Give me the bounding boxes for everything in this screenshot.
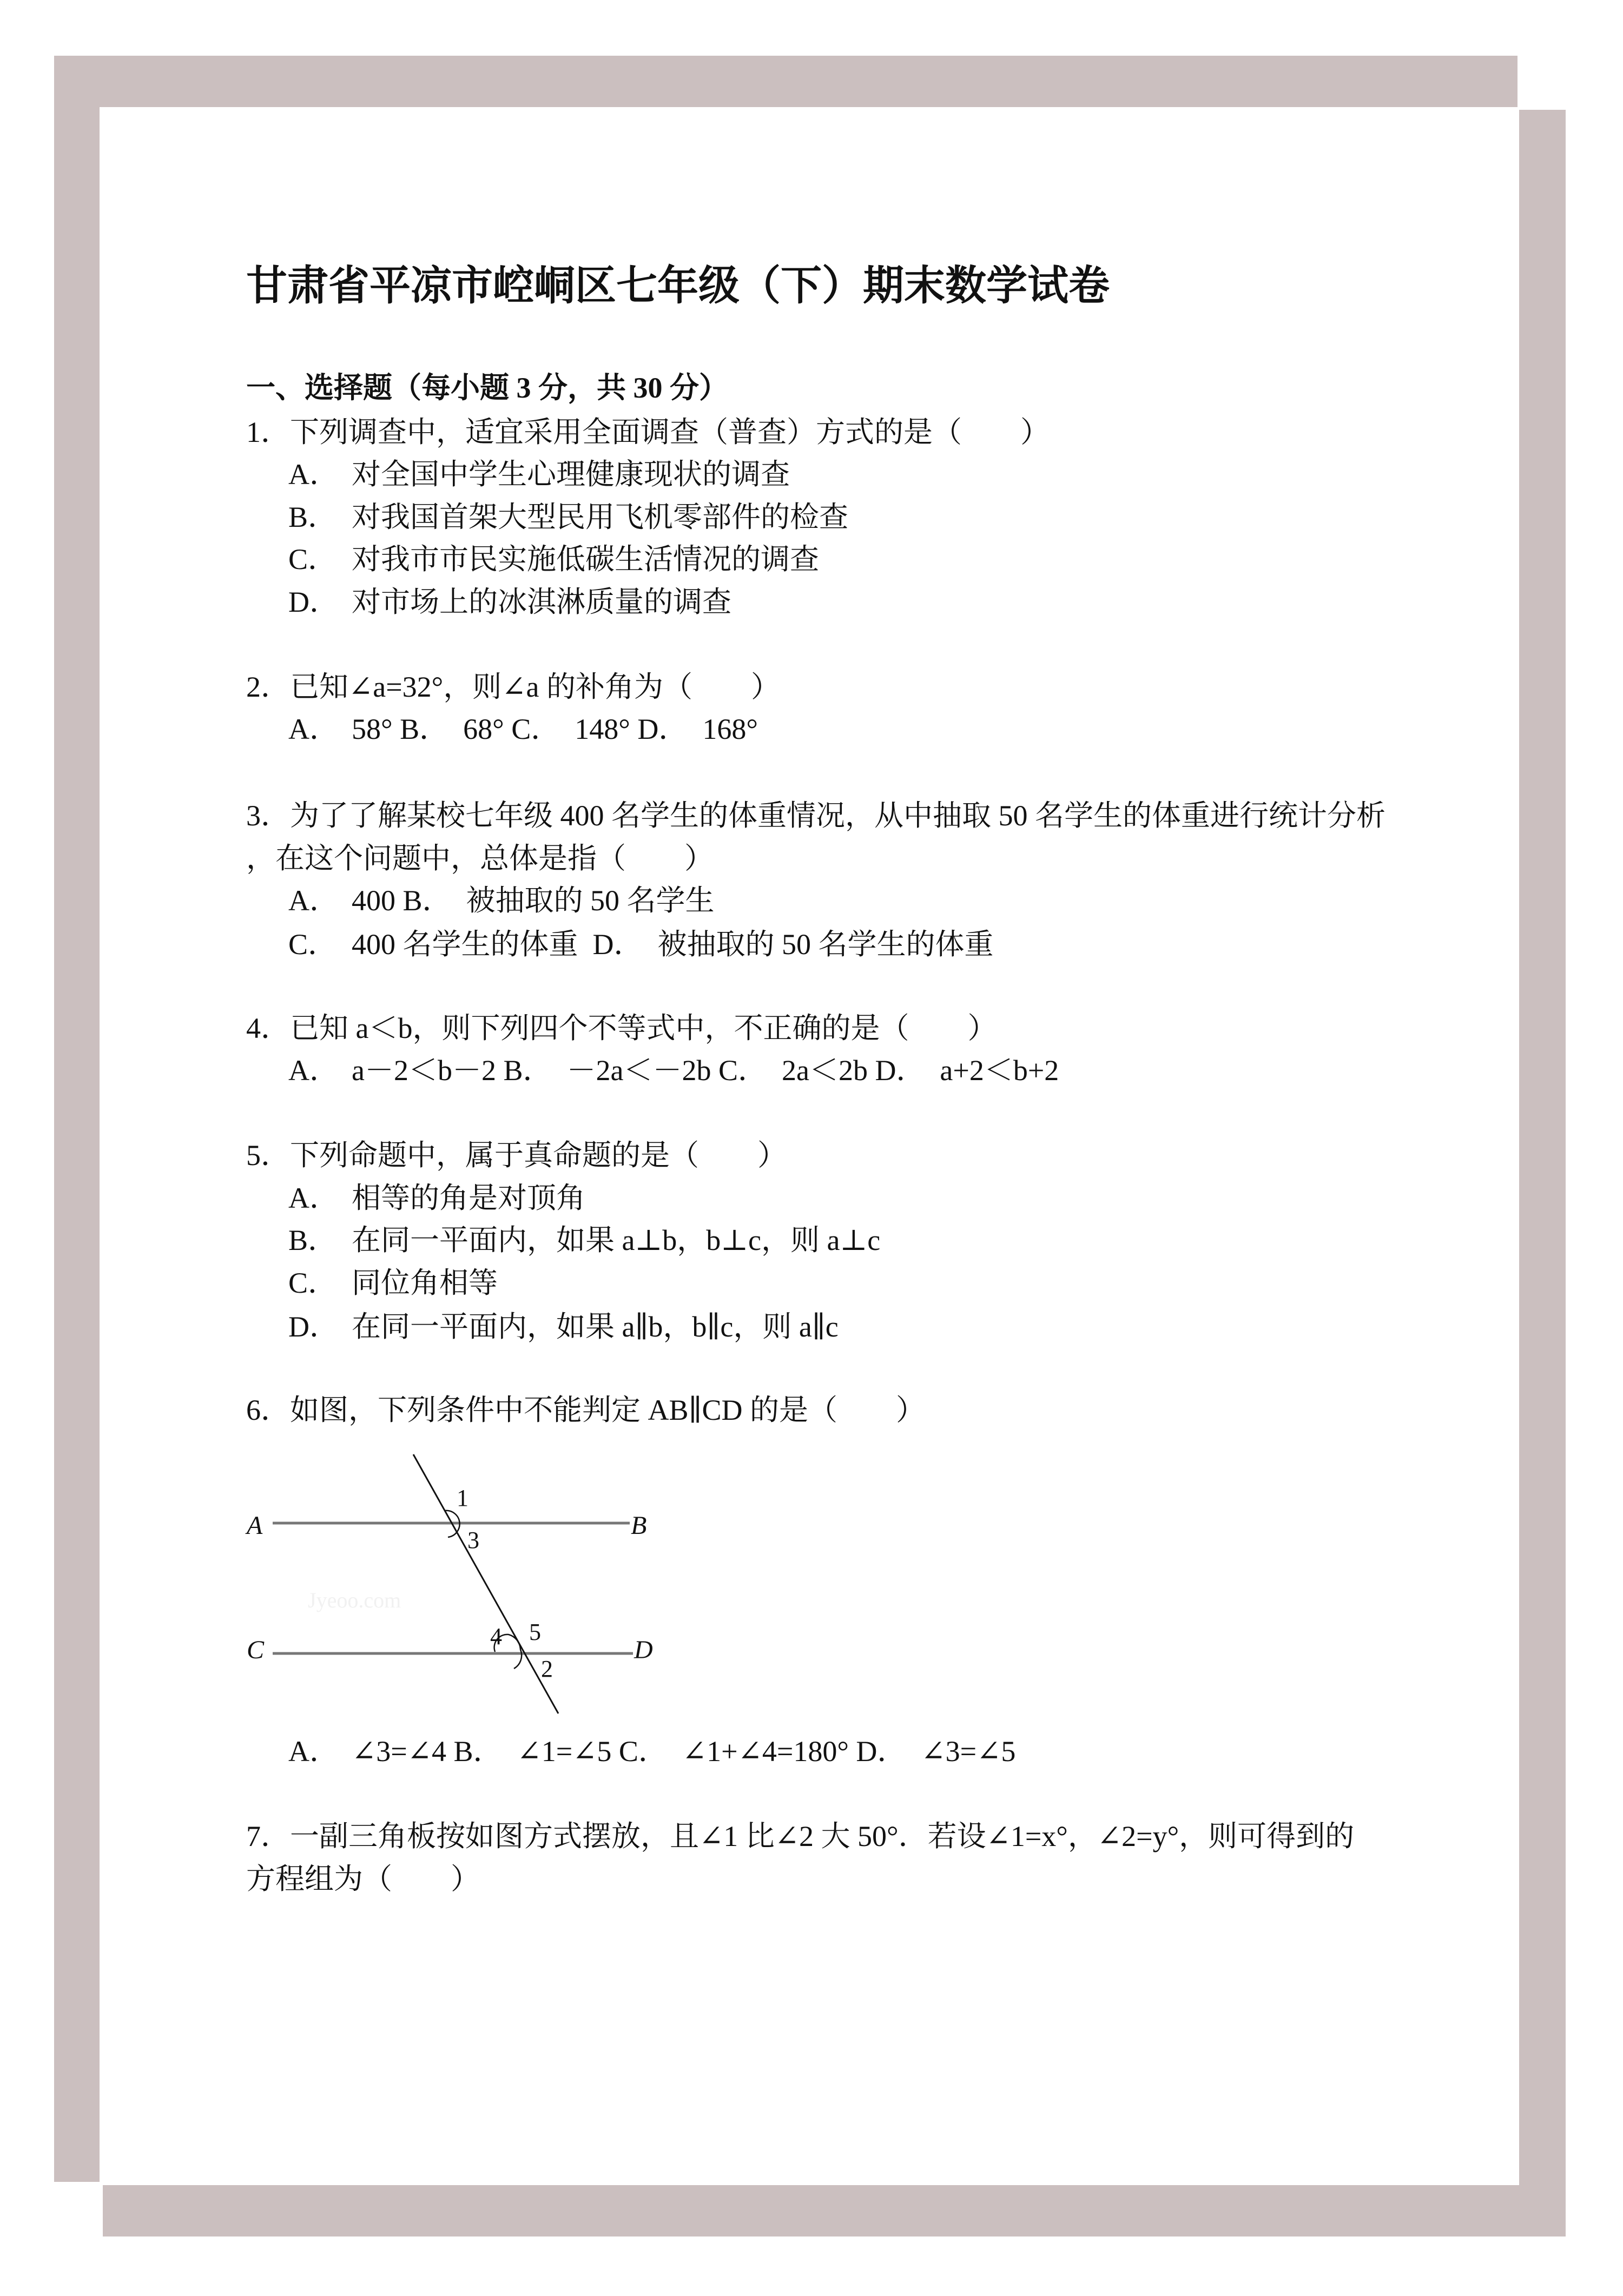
question-6-options (288, 1732, 1015, 1770)
watermark: Jyeoo.com (308, 1588, 401, 1612)
exam-title: 甘肃省平凉市崆峒区七年级（下）期末数学试卷 (246, 263, 1110, 309)
option-label: A． (288, 713, 339, 745)
option-text: 对全国中学生心理健康现状的调查 (352, 458, 790, 491)
option-label: C． (288, 928, 338, 961)
option-text: 相等的角是对顶角 (352, 1182, 585, 1214)
section-heading: 一、选择题（每小题 3 分，共 30 分） (246, 372, 728, 404)
option-text: 对市场上的冰淇淋质量的调查 (352, 586, 731, 618)
question-7-stem-line-1: 7．一副三角板按如图方式摆放，且∠1 比∠2 大 50°．若设∠1=x°，∠2=y°，则可得到的 (246, 1820, 1355, 1852)
angle-label-3: 3 (467, 1527, 479, 1553)
point-label-b: B (631, 1511, 647, 1540)
angle-label-2: 2 (541, 1656, 553, 1682)
angle-label-1: 1 (457, 1485, 469, 1511)
angle-label-5: 5 (529, 1619, 541, 1645)
option-text: 对我国首架大型民用飞机零部件的检查 (352, 501, 848, 533)
option-text: 在同一平面内，如果 a⊥b，b⊥c，则 a⊥c (352, 1224, 881, 1256)
option-label: B． (288, 501, 338, 533)
question-4-stem: 4．已知 a＜b，则下列四个不等式中，不正确的是（ ） (246, 1012, 997, 1044)
option-text: 在同一平面内，如果 a∥b，b∥c，则 a∥c (352, 1311, 839, 1343)
option-label: C． (288, 1267, 338, 1299)
option-text: a－2＜b－2 B． －2a＜－2b C． 2a＜2b D． a+2＜b+2 (352, 1054, 1059, 1087)
question-5-stem: 5．下列命题中，属于真命题的是（ ） (246, 1139, 787, 1172)
angle-label-4: 4 (490, 1623, 502, 1650)
point-label-d: D (634, 1636, 653, 1664)
option-text: 对我市市民实施低碳生活情况的调查 (352, 543, 819, 575)
option-label: B． (288, 1224, 338, 1256)
option-label: D． (288, 586, 339, 618)
point-label-c: C (247, 1636, 265, 1664)
question-3-stem-line-1: 3．为了了解某校七年级 400 名学生的体重情况，从中抽取 50 名学生的体重进行统计分析 (246, 799, 1386, 832)
question-2-stem: 2．已知∠a=32°，则∠a 的补角为（ ） (246, 671, 780, 703)
option-label: A． (288, 1735, 339, 1768)
question-6-stem: 6．如图，下列条件中不能判定 AB∥CD 的是（ ） (246, 1394, 925, 1426)
point-label-a: A (247, 1511, 263, 1540)
option-label: D． (288, 1311, 339, 1343)
option-text: ∠3=∠4 B． ∠1=∠5 C． ∠1+∠4=180° D． ∠3=∠5 (352, 1735, 1016, 1768)
option-label: A． (288, 1182, 339, 1214)
question-7-stem-line-2: 方程组为（ ） (246, 1863, 480, 1895)
question-1-stem: 1．下列调查中，适宜采用全面调查（普查）方式的是（ ） (246, 416, 1050, 448)
question-3-stem-line-2: ，在这个问题中，总体是指（ ） (246, 842, 714, 875)
option-text: 400 B． 被抽取的 50 名学生 (352, 884, 715, 917)
option-label: A． (288, 1054, 339, 1087)
option-label: C． (288, 543, 338, 575)
option-text: 同位角相等 (352, 1267, 498, 1299)
option-text: 400 名学生的体重 D． 被抽取的 50 名学生的体重 (352, 928, 994, 961)
transversal-line (413, 1454, 558, 1713)
option-text: 58° B． 68° C． 148° D． 168° (352, 713, 758, 745)
option-label: A． (288, 884, 339, 917)
option-label: A． (288, 458, 339, 491)
